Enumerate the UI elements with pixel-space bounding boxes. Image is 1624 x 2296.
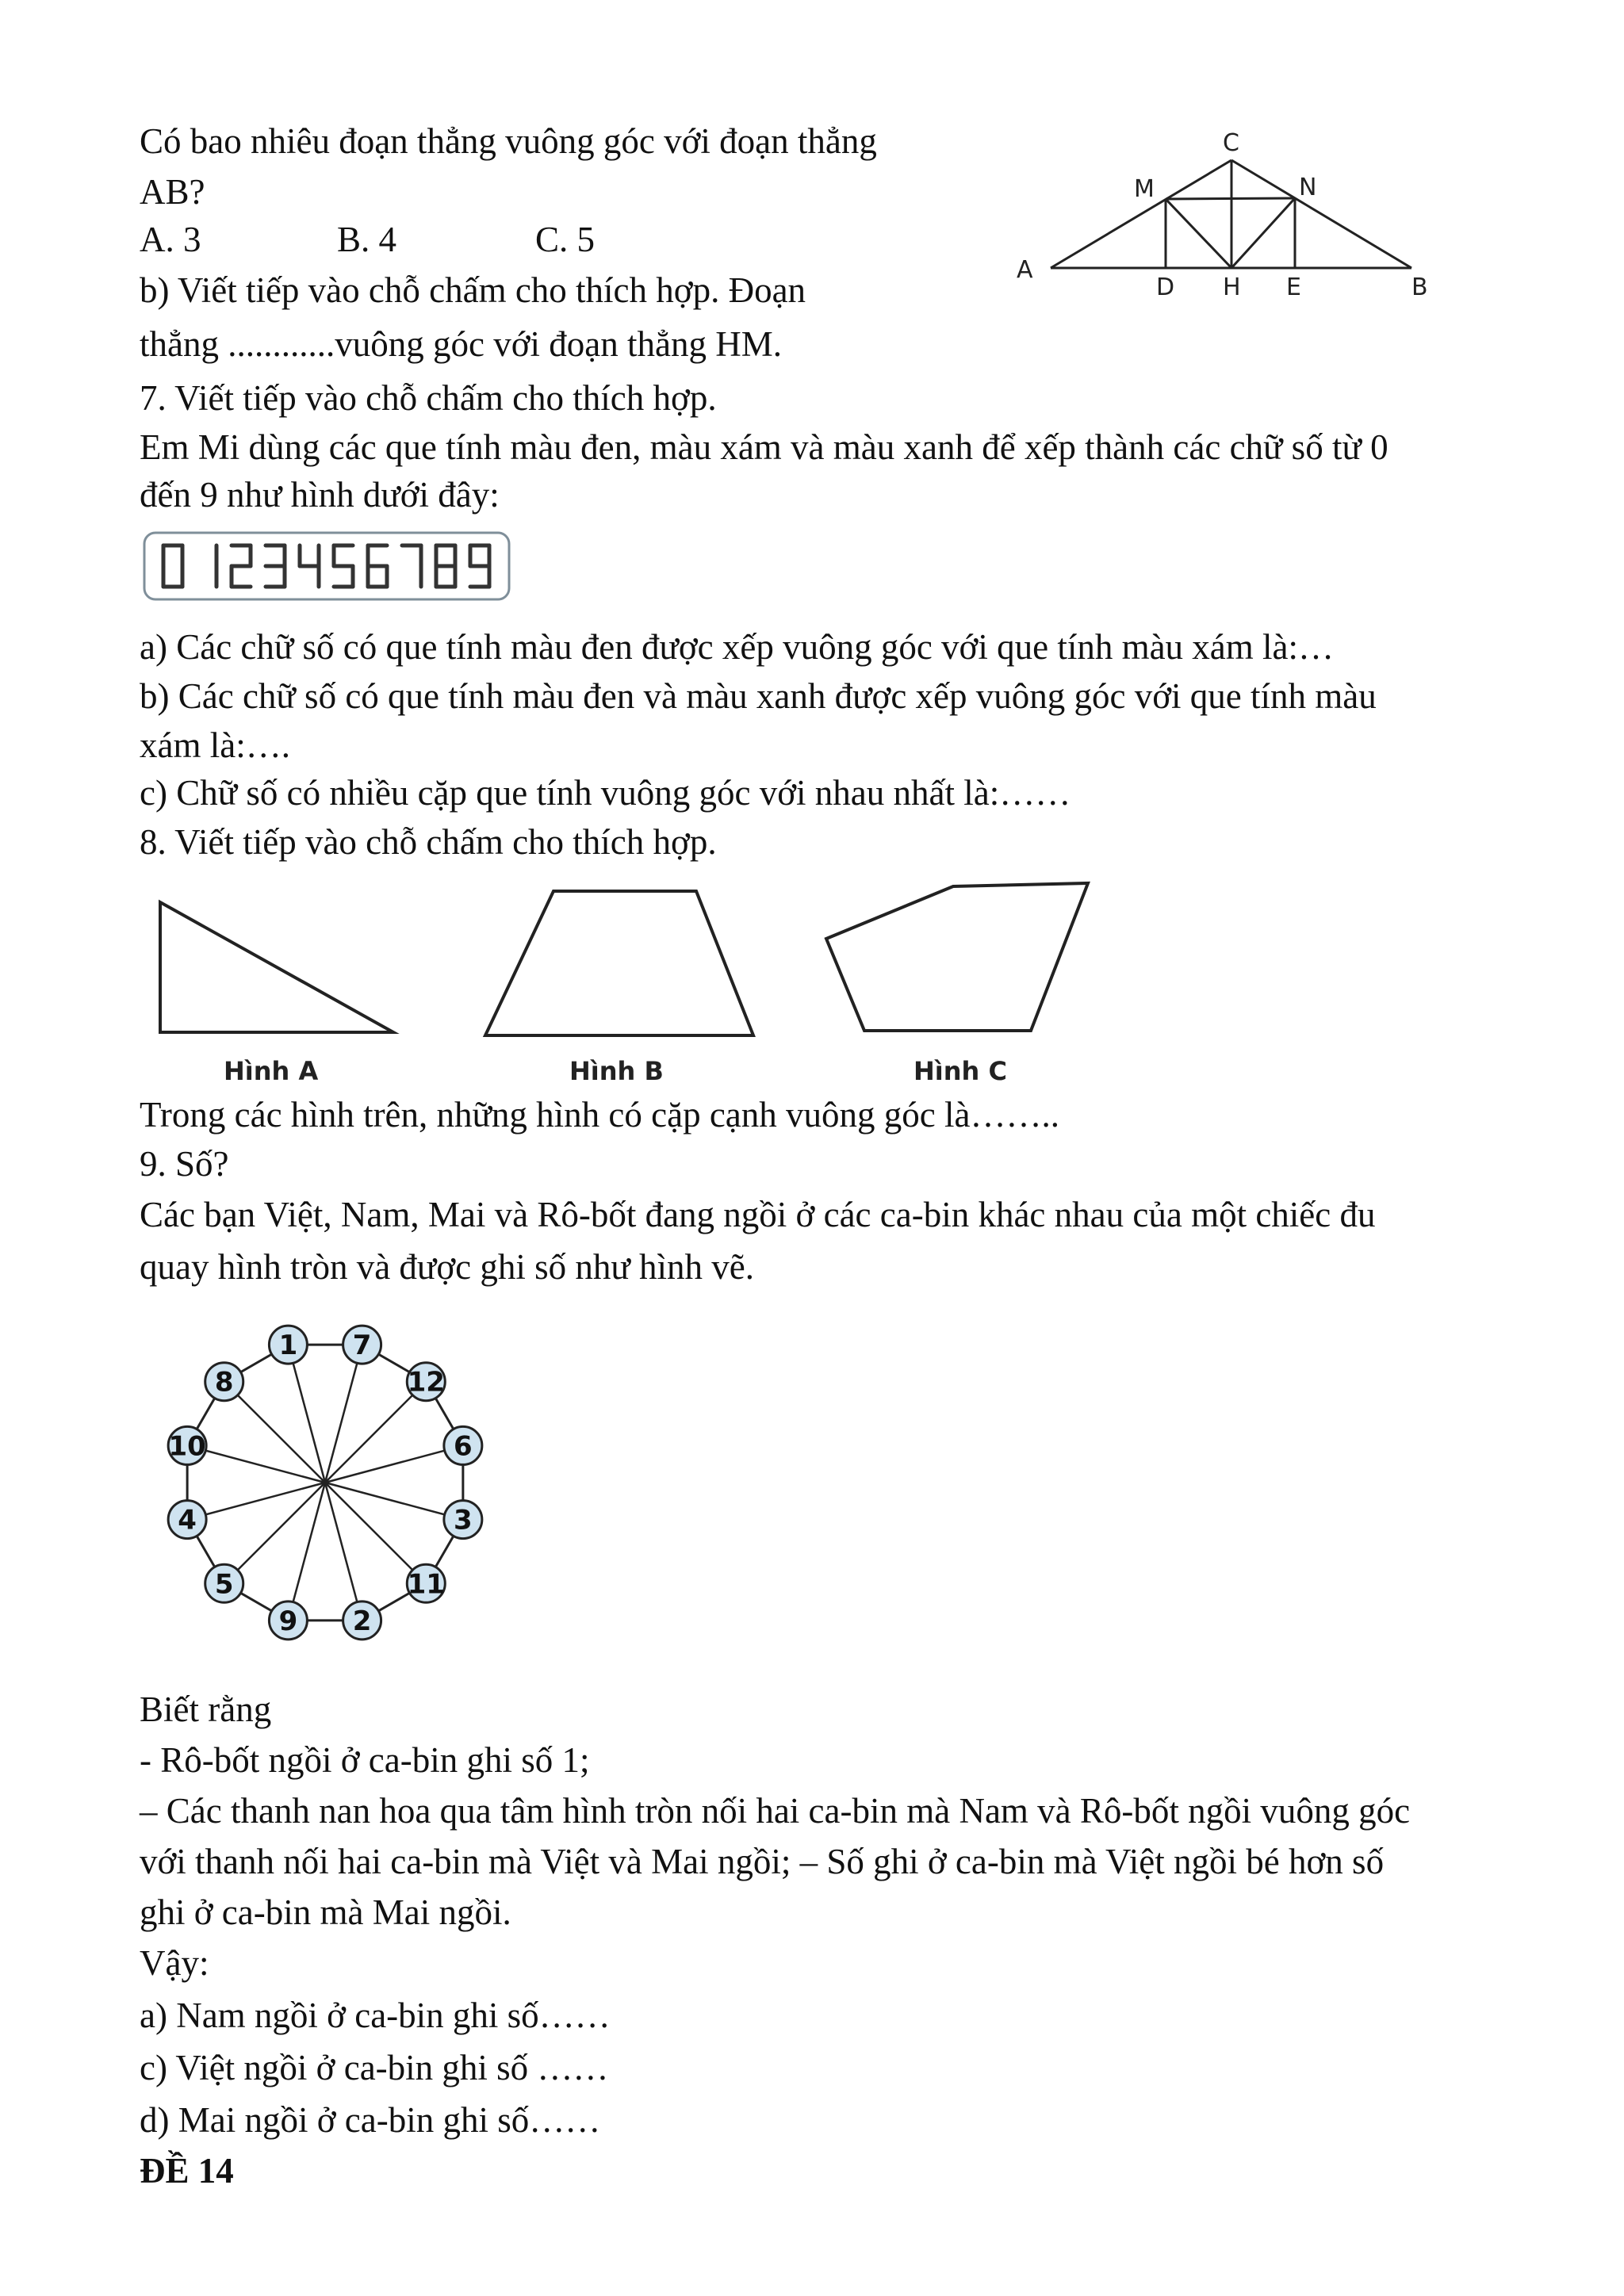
cabin-number: 8	[214, 1366, 234, 1399]
shape-label-c: Hình C	[914, 1056, 1007, 1086]
q6-question-line2: AB?	[140, 172, 205, 212]
shape-c	[826, 883, 1088, 1031]
cabin-11	[407, 1564, 445, 1602]
wheel-spoke	[325, 1483, 362, 1621]
q9-intro-line2: quay hình tròn và được ghi số như hình vẽ.	[140, 1247, 754, 1287]
point-label-a: A	[1017, 256, 1033, 284]
section-heading: ĐỀ 14	[140, 2151, 234, 2191]
wheel-spoke	[325, 1445, 463, 1483]
wheel-spoke	[325, 1483, 463, 1520]
cabin-number: 7	[352, 1330, 372, 1362]
cabin-5	[205, 1564, 243, 1602]
shapes-figure	[143, 872, 1142, 1094]
cabin-number: 11	[407, 1568, 445, 1601]
q7-c: c) Chữ số có nhiều cặp que tính vuông góc với nhau nhất là:……	[140, 773, 1071, 813]
cabin-number: 2	[352, 1605, 372, 1637]
q9-so: Vậy:	[140, 1943, 209, 1983]
cabin-12	[407, 1363, 445, 1401]
q6-b-line1: b) Viết tiếp vào chỗ chấm cho thích hợp. Đoạn	[140, 270, 806, 310]
cabin-3	[444, 1501, 482, 1539]
digits-string: 0123456789	[141, 528, 145, 529]
cabin-number: 12	[407, 1366, 445, 1399]
cabin-number: 3	[454, 1504, 473, 1536]
point-label-m: M	[1134, 175, 1155, 203]
cabin-10	[168, 1426, 206, 1464]
shape-label-a: Hình A	[224, 1056, 319, 1086]
q9-fact1: - Rô-bốt ngồi ở ca-bin ghi số 1;	[140, 1740, 590, 1780]
cabin-number: 1	[278, 1330, 298, 1362]
triangle-figure	[1007, 119, 1451, 309]
point-label-c: C	[1223, 129, 1239, 157]
q9-intro-line1: Các bạn Việt, Nam, Mai và Rô-bốt đang ngồi ở các ca-bin khác nhau của một chiếc đu	[140, 1195, 1376, 1234]
cabin-1	[269, 1326, 307, 1364]
q7-intro-line2: đến 9 như hình dưới đây:	[140, 475, 500, 515]
q6-question-line1: Có bao nhiêu đoạn thẳng vuông góc với đoạn thẳng	[140, 121, 877, 161]
ferris-wheel	[151, 1308, 531, 1657]
cabin-number: 5	[214, 1568, 234, 1601]
q9-ans-a: a) Nam ngồi ở ca-bin ghi số……	[140, 1996, 611, 2035]
q8-answer: Trong các hình trên, những hình có cặp cạnh vuông góc là……..	[140, 1095, 1059, 1135]
shape-b	[485, 891, 753, 1035]
q9-title: 9. Số?	[140, 1144, 229, 1184]
q7-b-line2: xám là:….	[140, 725, 290, 765]
cabin-number: 6	[454, 1430, 473, 1463]
q9-ans-d: d) Mai ngồi ở ca-bin ghi số……	[140, 2100, 601, 2140]
q7-intro-line1: Em Mi dùng các que tính màu đen, màu xám và màu xanh để xếp thành các chữ số từ 0	[140, 427, 1388, 467]
wheel-spoke	[187, 1445, 325, 1483]
shape-a	[160, 902, 393, 1032]
q7-title: 7. Viết tiếp vào chỗ chấm cho thích hợp.	[140, 378, 717, 418]
matchstick-digits	[141, 528, 514, 604]
wheel-spoke	[288, 1345, 325, 1483]
point-label-e: E	[1286, 274, 1301, 301]
cabin-number: 9	[278, 1605, 298, 1637]
cabin-8	[205, 1363, 243, 1401]
wheel-spoke	[325, 1345, 362, 1483]
wheel-spoke	[187, 1483, 325, 1520]
q6-b-line2: thẳng ............vuông góc với đoạn thẳng HM.	[140, 324, 782, 364]
point-label-h: H	[1223, 274, 1241, 301]
q9-fact2-line3: ghi ở ca-bin mà Mai ngồi.	[140, 1892, 511, 1932]
q6-choice-a: A. 3	[140, 220, 201, 259]
q9-ans-c: c) Việt ngồi ở ca-bin ghi số ……	[140, 2048, 609, 2087]
point-label-b: B	[1411, 274, 1428, 301]
point-label-d: D	[1156, 274, 1175, 301]
wheel-hub	[322, 1479, 328, 1486]
point-label-n: N	[1299, 174, 1317, 201]
cabin-number: 4	[178, 1504, 197, 1536]
cabin-number: 10	[168, 1430, 206, 1463]
cabin-4	[168, 1501, 206, 1539]
q9-fact2-line1: – Các thanh nan hoa qua tâm hình tròn nối hai ca-bin mà Nam và Rô-bốt ngồi vuông góc	[140, 1791, 1411, 1831]
q9-known: Biết rằng	[140, 1689, 272, 1729]
wheel-spoke	[288, 1483, 325, 1621]
cabin-7	[343, 1326, 381, 1364]
shape-label-b: Hình B	[569, 1056, 664, 1086]
cabin-9	[269, 1601, 307, 1640]
q7-a: a) Các chữ số có que tính màu đen được xếp vuông góc với que tính màu xám là:…	[140, 627, 1335, 667]
cabin-2	[343, 1601, 381, 1640]
q7-b-line1: b) Các chữ số có que tính màu đen và màu xanh được xếp vuông góc với que tính màu	[140, 676, 1377, 716]
wheel-spoke	[224, 1382, 325, 1483]
q9-fact2-line2: với thanh nối hai ca-bin mà Việt và Mai ngồi; – Số ghi ở ca-bin mà Việt ngồi bé hơn số	[140, 1842, 1385, 1881]
q8-title: 8. Viết tiếp vào chỗ chấm cho thích hợp.	[140, 822, 717, 862]
wheel-spoke	[224, 1483, 325, 1583]
q6-choice-c: C. 5	[535, 220, 596, 259]
q6-choice-b: B. 4	[337, 220, 397, 259]
cabin-6	[444, 1426, 482, 1464]
